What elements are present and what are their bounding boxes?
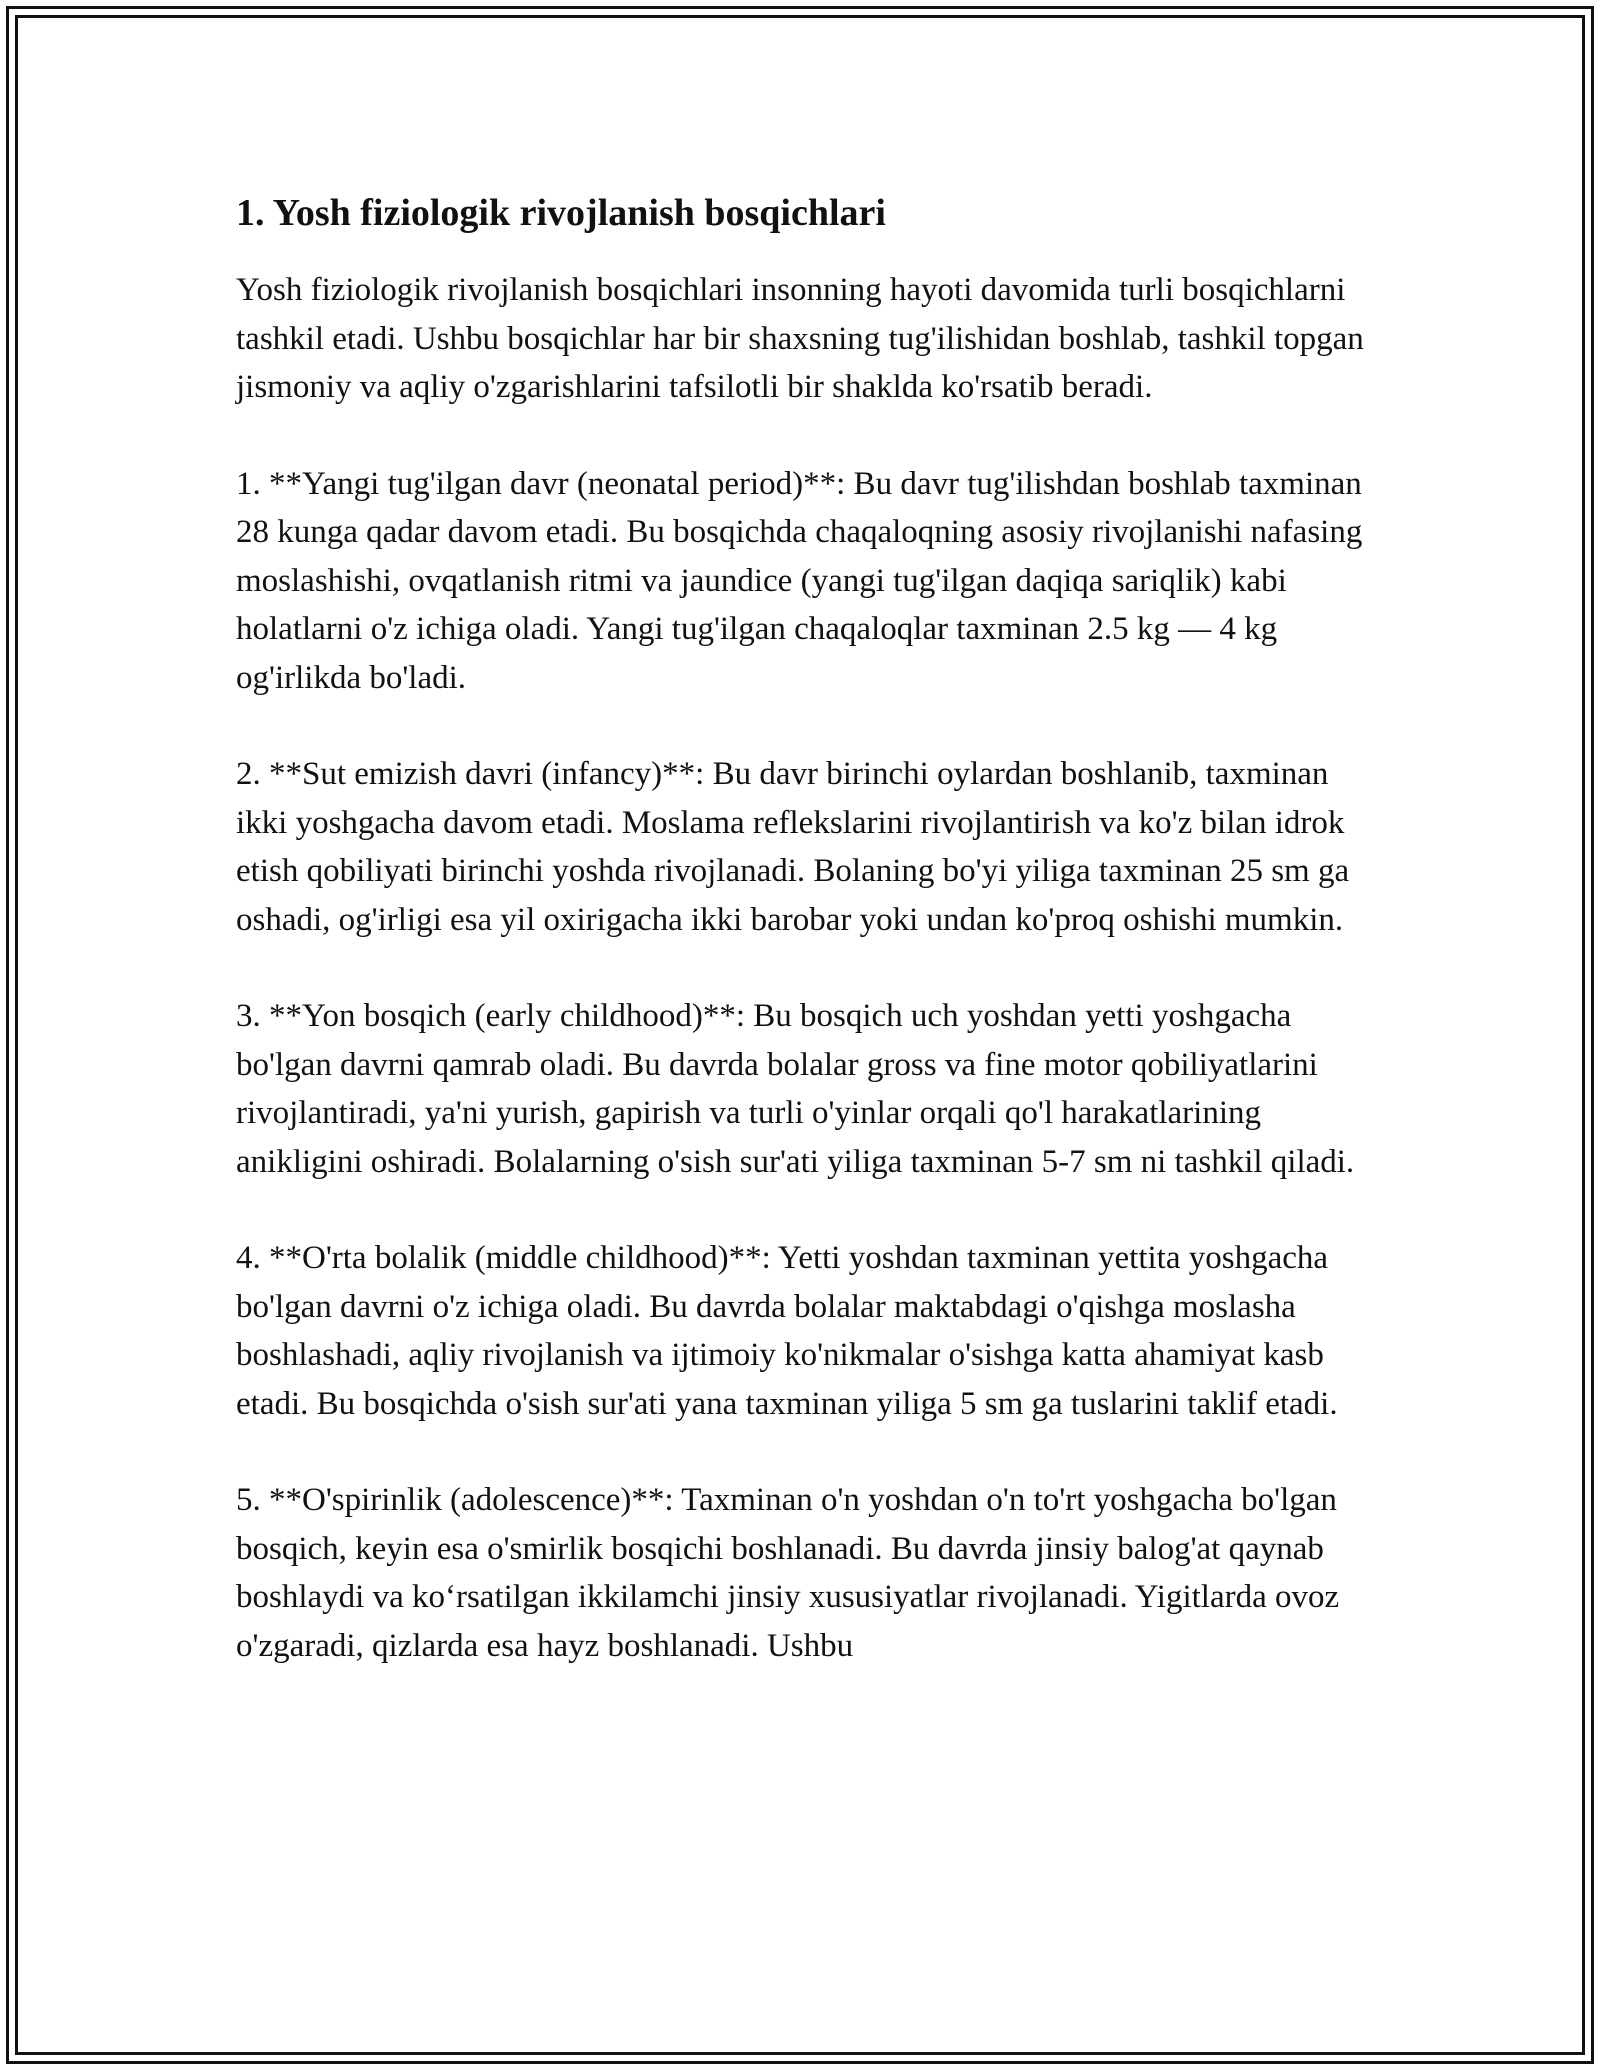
document-body bbox=[236, 186, 1376, 1670]
intro-paragraph: Yosh fiziologik rivojlanish bosqichlari insonning hayoti davomida turli bosqichlarni tashkil etadi. Ushbu bosqichlar har bir shaxsning tug'ilishidan boshlab, tashkil topgan jismoniy va aqliy o'zgarishlarini tafsilotli bir shaklda ko'rsatib beradi. bbox=[236, 272, 1364, 405]
stage-neonatal-paragraph: 1. **Yangi tug'ilgan davr (neonatal period)**: Bu davr tug'ilishdan boshlab taxminan 28 kunga qadar davom etadi. Bu bosqichda chaqaloqning asosiy rivojlanishi nafasing moslashishi, ovqatlanish ritmi va jaundice (yangi tug'ilgan daqiqa sariqlik) kabi holatlarni o'z ichiga oladi. Yangi tug'ilgan chaqaloqlar taxminan 2.5 kg — 4 kg og'irlikda bo'ladi. bbox=[236, 465, 1363, 696]
section-heading: 1. Yosh fiziologik rivojlanish bosqichlari bbox=[236, 192, 886, 234]
stage-early-childhood-paragraph: 3. **Yon bosqich (early childhood)**: Bu bosqich uch yoshdan yetti yoshgacha bo'lgan davrni qamrab oladi. Bu davrda bolalar gross va fine motor qobiliyatlarini rivojlantiradi, ya'ni yurish, gapirish va turli o'yinlar orqali qo'l harakatlarining anikligini oshiradi. Bolalarning o'sish sur'ati yiliga taxminan 5-7 sm ni tashkil qiladi. bbox=[236, 998, 1355, 1180]
stage-middle-childhood-paragraph: 4. **O'rta bolalik (middle childhood)**: Yetti yoshdan taxminan yettita yoshgacha bo'lgan davrni o'z ichiga oladi. Bu davrda bolalar maktabdagi o'qishga moslasha boshlashadi, aqliy rivojlanish va ijtimoiy ko'nikmalar o'sishga katta ahamiyat kasb etadi. Bu bosqichda o'sish sur'ati yana taxminan yiliga 5 sm ga tuslarini taklif etadi. bbox=[236, 1240, 1338, 1422]
stage-infancy-paragraph: 2. **Sut emizish davri (infancy)**: Bu davr birinchi oylardan boshlanib, taxminan ikki yoshgacha davom etadi. Moslama reflekslarini rivojlantirish va ko'z bilan idrok etish qobiliyati birinchi yoshda rivojlanadi. Bolaning bo'yi yiliga taxminan 25 sm ga oshadi, og'irligi esa yil oxirigacha ikki barobar yoki undan ko'proq oshishi mumkin. bbox=[236, 756, 1350, 938]
stage-adolescence-paragraph: 5. **O'spirinlik (adolescence)**: Taxminan o'n yoshdan o'n to'rt yoshgacha bo'lgan bosqich, keyin esa o'smirlik bosqichi boshlanadi. Bu davrda jinsiy balog'at qaynab boshlaydi va ko‘rsatilgan ikkilamchi jinsiy xususiyatlar rivojlanadi. Yigitlarda ovoz o'zgaradi, qizlarda esa hayz boshlanadi. Ushbu bbox=[236, 1482, 1340, 1664]
